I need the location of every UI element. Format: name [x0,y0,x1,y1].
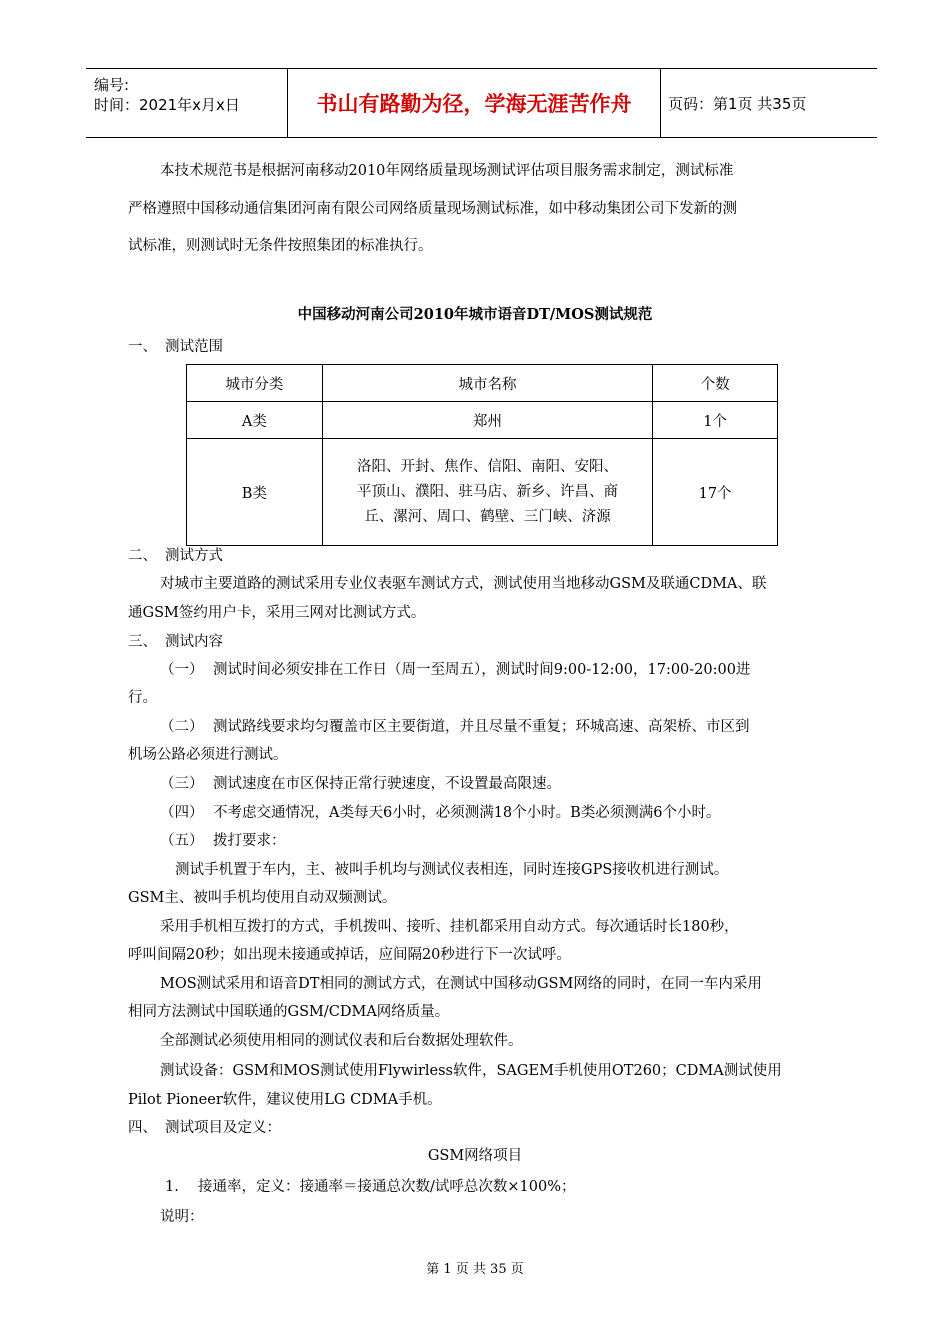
item-line: 不考虑交通情况，A类每天6小时，必须测满18个小时。B类必须测满6个小时。 [213,805,721,821]
item-number: （二） [160,719,204,735]
body-line: 通GSM签约用户卡，采用三网对比测试方式。 [128,605,426,621]
body-line: 相同方法测试中国联通的GSM/CDMA网络质量。 [128,1004,450,1020]
section-title: 测试范围 [165,339,223,355]
section-number: 四、 [128,1120,157,1136]
cities-cell [322,439,652,546]
time-label: 时间：2021年x月x日 [94,96,240,114]
section-number: 二、 [128,548,157,564]
header-page-info: 页码：第1页 共35页 [668,94,807,113]
body-line: GSM主、被叫手机均使用自动双频测试。 [128,890,397,906]
column-header: 城市名称 [322,365,652,402]
body-line: 测试设备：GSM和MOS测试使用Flywirless软件，SAGEM手机使用OT260；CDMA测试使用 [160,1063,782,1079]
item-line: 行。 [128,690,157,706]
cities-line: 平顶山、濮阳、驻马店、新乡、许昌、商 [356,483,618,500]
page-footer: 第 1 页 共 35 页 [426,1262,524,1277]
item-line: 机场公路必须进行测试。 [128,747,288,763]
note-label: 说明： [160,1209,204,1225]
item-line: 测试时间必须安排在工作日（周一至周五），测试时间9:00-12:00，17:00-20:00进 [213,662,751,678]
item-line: 测试速度在市区保持正常行驶速度，不设置最高限速。 [213,776,561,792]
header-motto: 书山有路勤为径，学海无涯苦作舟 [316,92,632,116]
table-header-row [187,365,778,402]
item-number: （五） [160,833,204,849]
body-line: 对城市主要道路的测试采用专业仪表驱车测试方式，测试使用当地移动GSM及联通CDMA、联 [160,576,767,592]
city-table [186,364,778,546]
document-title: 中国移动河南公司2010年城市语音DT/MOS测试规范 [297,306,653,323]
item-number: （一） [160,662,204,678]
section-number: 一、 [128,339,157,355]
number-label: 编号: [94,76,130,94]
cities-line: 洛阳、开封、焦作、信阳、南阳、安阳、 [356,458,618,475]
header-divider [660,69,661,137]
page-header [86,68,877,138]
item-line: 测试路线要求均匀覆盖市区主要街道，并且尽量不重复；环城高速、高架桥、市区到 [213,719,750,735]
count-cell: 1个 [653,402,778,439]
section-title: 测试内容 [165,634,223,650]
column-header: 个数 [653,365,778,402]
category-cell: A类 [187,402,323,439]
body-line: 采用手机相互拨打的方式，手机拨叫、接听、挂机都采用自动方式。每次通话时长180秒， [160,919,739,935]
body-line: MOS测试采用和语音DT相同的测试方式，在测试中国移动GSM网络的同时，在同一车内采用 [160,976,762,992]
count-cell: 17个 [653,439,778,546]
item-number: （四） [160,805,204,821]
body-line: 全部测试必须使用相同的测试仪表和后台数据处理软件。 [160,1033,523,1049]
intro-line: 试标准，则测试时无条件按照集团的标准执行。 [128,238,433,254]
cities-cell: 郑州 [322,402,652,439]
intro-line: 严格遵照中国移动通信集团河南有限公司网络质量现场测试标准，如中移动集团公司下发新的测 [128,201,737,217]
table-row [187,402,778,439]
body-line: 呼叫间隔20秒；如出现未接通或掉话，应间隔20秒进行下一次试呼。 [128,947,571,963]
body-line: Pilot Pioneer软件，建议使用LG CDMA手机。 [128,1092,442,1108]
subsection-title: GSM网络项目 [427,1148,523,1164]
item-number: （三） [160,776,204,792]
cities-line: 丘、漯河、周口、鹤壁、三门峡、济源 [364,508,611,525]
column-header: 城市分类 [187,365,323,402]
body-line: 测试手机置于车内，主、被叫手机均与测试仪表相连，同时连接GPS接收机进行测试。 [175,862,729,878]
section-number: 三、 [128,634,157,650]
intro-line: 本技术规范书是根据河南移动2010年网络质量现场测试评估项目服务需求制定，测试标准 [160,163,734,179]
table-row [187,439,778,546]
category-cell: B类 [187,439,323,546]
section-title: 测试项目及定义： [165,1120,281,1136]
section-title: 测试方式 [165,548,223,564]
item-line: 拨打要求： [213,833,286,849]
item-number: 1. [165,1179,179,1195]
header-left-cell [94,75,284,115]
item-line: 接通率，定义：接通率＝接通总次数/试呼总次数×100%； [198,1179,576,1195]
